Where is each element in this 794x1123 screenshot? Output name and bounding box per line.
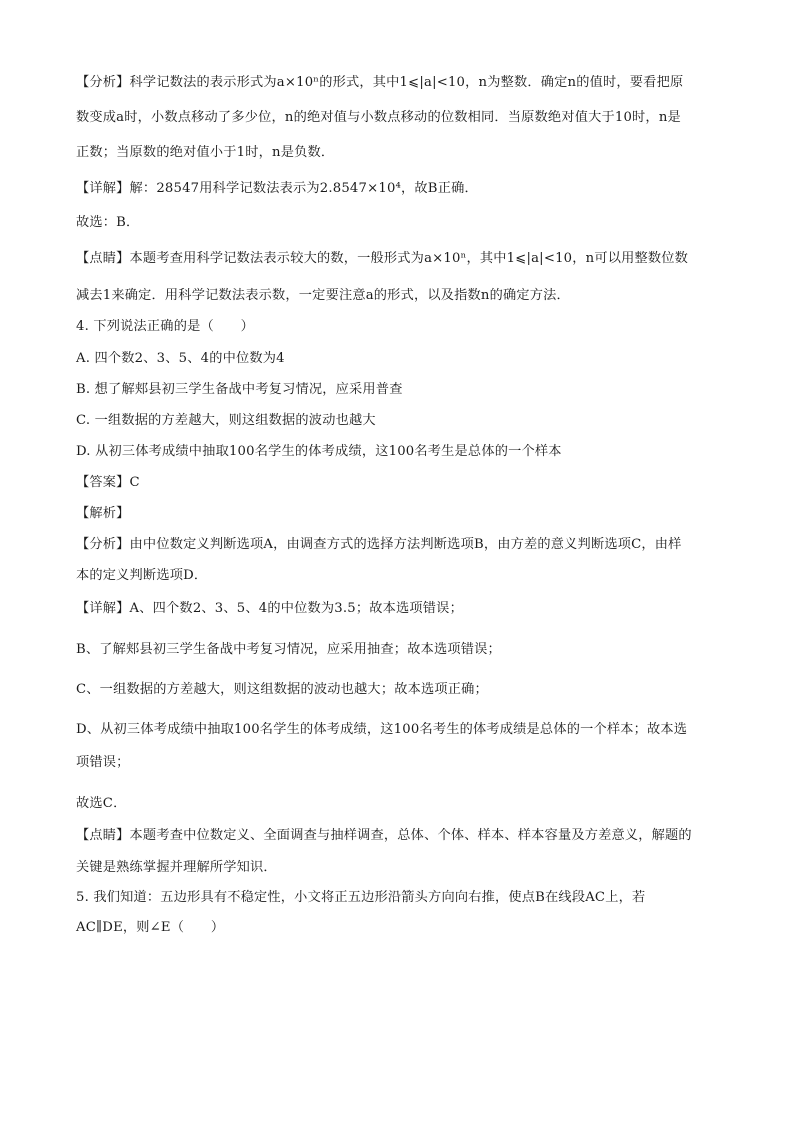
option-a: A. 四个数2、3、5、4的中位数为4 — [76, 351, 285, 366]
remark-q4-line-2: 关键是熟练掌握并理解所学知识． — [76, 860, 277, 875]
analysis-line-2: 数变成a时，小数点移动了多少位，n的绝对值与小数点移动的位数相同．当原数绝对值大于10时，n是 — [76, 110, 681, 125]
remark-q4-line-1: 【点睛】本题考查中位数定义、全面调查与抽样调查，总体、个体、样本、样本容量及方差意义，解题的 — [76, 828, 692, 843]
detail-q4-d-1: D、从初三体考成绩中抽取100名学生的体考成绩，这100名考生的体考成绩是总体的一个样本；故本选 — [76, 722, 688, 737]
remark-line-1: 【点睛】本题考查用科学记数法表示较大的数，一般形式为a×10ⁿ，其中1⩽|a|<10，n可以用整数位数 — [76, 251, 689, 266]
remark-line-2: 减去1来确定．用科学记数法表示数，一定要注意a的形式，以及指数n的确定方法． — [76, 288, 570, 303]
answer-choice: 故选：B． — [76, 215, 140, 230]
answer-label: 【答案】C — [76, 475, 140, 490]
question-5-line-1: 5. 我们知道：五边形具有不稳定性，小文将正五边形沿箭头方向向右推，使点B在线段AC上，若 — [76, 890, 646, 905]
detail-q4-b: B、了解郏县初三学生备战中考复习情况，应采用抽查；故本选项错误； — [76, 642, 501, 657]
detail-line: 【详解】解：28547用科学记数法表示为2.8547×10⁴，故B正确． — [76, 181, 478, 196]
analysis-line-3: 正数；当原数的绝对值小于1时，n是负数． — [76, 145, 335, 160]
question-5-line-2: AC∥DE，则∠E（ ） — [76, 920, 225, 935]
detail-q4-a: 【详解】A、四个数2、3、5、4的中位数为3.5；故本选项错误； — [76, 601, 463, 616]
answer-q4: 故选C． — [76, 796, 127, 811]
explanation-label: 【解析】 — [76, 506, 130, 521]
question-4-stem: 4. 下列说法正确的是（ ） — [76, 319, 255, 334]
option-c: C. 一组数据的方差越大，则这组数据的波动也越大 — [76, 413, 376, 428]
analysis-q4-line-1: 【分析】由中位数定义判断选项A，由调查方式的选择方法判断选项B，由方差的意义判断选项C，由样 — [76, 537, 682, 552]
detail-q4-d-2: 项错误； — [76, 755, 130, 770]
option-b: B. 想了解郏县初三学生备战中考复习情况，应采用普查 — [76, 382, 403, 397]
analysis-q4-line-2: 本的定义判断选项D． — [76, 568, 208, 583]
detail-q4-c: C、一组数据的方差越大，则这组数据的波动也越大；故本选项正确； — [76, 682, 488, 697]
option-d: D. 从初三体考成绩中抽取100名学生的体考成绩，这100名考生是总体的一个样本 — [76, 444, 562, 459]
analysis-line-1: 【分析】科学记数法的表示形式为a×10ⁿ的形式，其中1⩽|a|<10，n为整数．确定n的值时，要看把原 — [76, 75, 684, 90]
